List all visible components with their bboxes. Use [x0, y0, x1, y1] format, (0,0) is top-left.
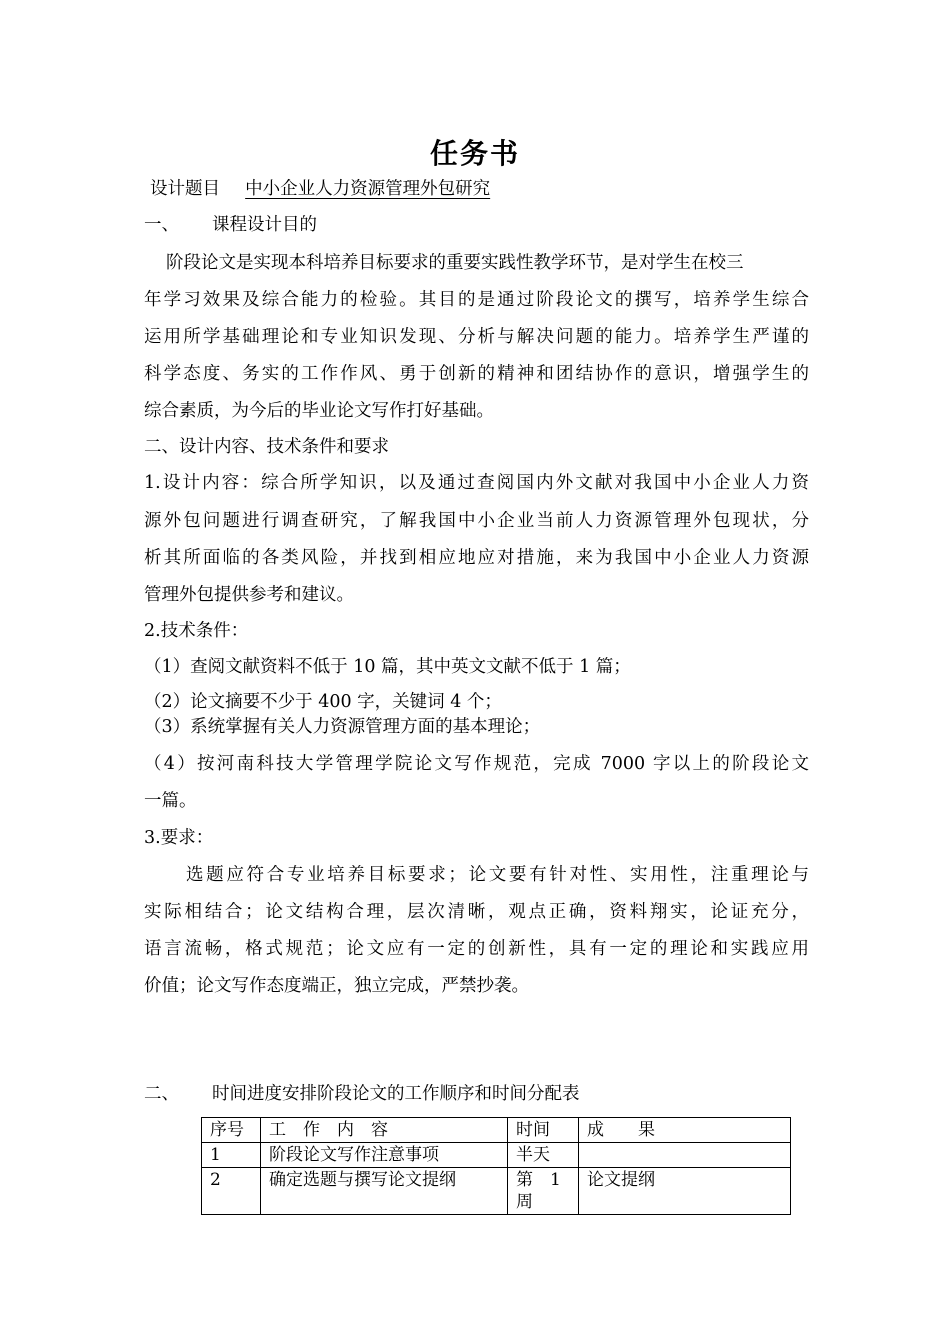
- content-line: 1.设计内容：综合所学知识，以及通过查阅国内外文献对我国中小企业人力资: [144, 473, 809, 493]
- topic-value: 中小企业人力资源管理外包研究: [245, 179, 491, 199]
- section1-heading: [144, 214, 809, 236]
- table-header-row: [202, 1118, 791, 1143]
- section3-title: 时间进度安排阶段论文的工作顺序和时间分配表: [212, 1084, 580, 1104]
- tech-item: 一篇。: [144, 791, 197, 811]
- header-cell: 序号: [202, 1118, 261, 1143]
- requirements-line: 实际相结合；论文结构合理，层次清晰，观点正确，资料翔实，论证充分，: [144, 902, 809, 922]
- table-cell: [579, 1143, 791, 1168]
- table-row: [202, 1168, 791, 1215]
- header-cell: 成 果: [579, 1118, 791, 1143]
- para-line: 年学习效果及综合能力的检验。其目的是通过阶段论文的撰写，培养学生综合: [144, 290, 809, 310]
- section3-heading: [144, 1083, 809, 1105]
- table-cell: 半天: [508, 1143, 579, 1168]
- section2-heading: 二、设计内容、技术条件和要求: [144, 437, 389, 457]
- table-cell: 第 1周: [508, 1168, 579, 1215]
- table-cell: 论文提纲: [579, 1168, 791, 1215]
- para-line: 综合素质，为今后的毕业论文写作打好基础。: [144, 401, 494, 421]
- header-cell: 工 作 内 容: [261, 1118, 508, 1143]
- header-cell: 时间: [508, 1118, 579, 1143]
- section3-number: 二、: [144, 1084, 179, 1104]
- table-cell: 2: [202, 1168, 261, 1215]
- table-cell: 确定选题与撰写论文提纲: [261, 1168, 508, 1215]
- section1-title: 课程设计目的: [212, 215, 317, 235]
- table-row: [202, 1143, 791, 1168]
- tech-item: （2）论文摘要不少于 400 字，关键词 4 个；: [144, 692, 502, 712]
- topic-line: [150, 178, 815, 200]
- table-cell: 阶段论文写作注意事项: [261, 1143, 508, 1168]
- section1-number: 一、: [144, 215, 179, 235]
- table-cell: 1: [202, 1143, 261, 1168]
- content-line: 析其所面临的各类风险，并找到相应地应对措施，来为我国中小企业人力资源: [144, 548, 809, 568]
- tech-item: （3）系统掌握有关人力资源管理方面的基本理论；: [144, 717, 541, 737]
- para-line: 阶段论文是实现本科培养目标要求的重要实践性教学环节，是对学生在校三: [166, 253, 744, 273]
- tech-heading: 2.技术条件：: [144, 621, 249, 641]
- requirements-line: 选题应符合专业培养目标要求；论文要有针对性、实用性，注重理论与: [186, 865, 809, 885]
- content-line: 管理外包提供参考和建议。: [144, 585, 354, 605]
- requirements-line: 价值；论文写作态度端正，独立完成，严禁抄袭。: [144, 976, 529, 996]
- document-title: 任务书: [429, 137, 520, 170]
- content-line: 源外包问题进行调查研究，了解我国中小企业当前人力资源管理外包现状，分: [144, 511, 809, 531]
- tech-item: （1）查阅文献资料不低于 10 篇，其中英文文献不低于 1 篇；: [144, 657, 631, 677]
- tech-item: （4）按河南科技大学管理学院论文写作规范，完成 7000 字以上的阶段论文: [144, 754, 809, 774]
- para-line: 运用所学基础理论和专业知识发现、分析与解决问题的能力。培养学生严谨的: [144, 327, 809, 347]
- schedule-table: [201, 1117, 791, 1215]
- requirements-line: 语言流畅，格式规范；论文应有一定的创新性，具有一定的理论和实践应用: [144, 939, 809, 959]
- topic-label: 设计题目: [150, 179, 220, 199]
- para-line: 科学态度、务实的工作作风、勇于创新的精神和团结协作的意识，增强学生的: [144, 364, 809, 384]
- requirements-heading: 3.要求：: [144, 828, 214, 848]
